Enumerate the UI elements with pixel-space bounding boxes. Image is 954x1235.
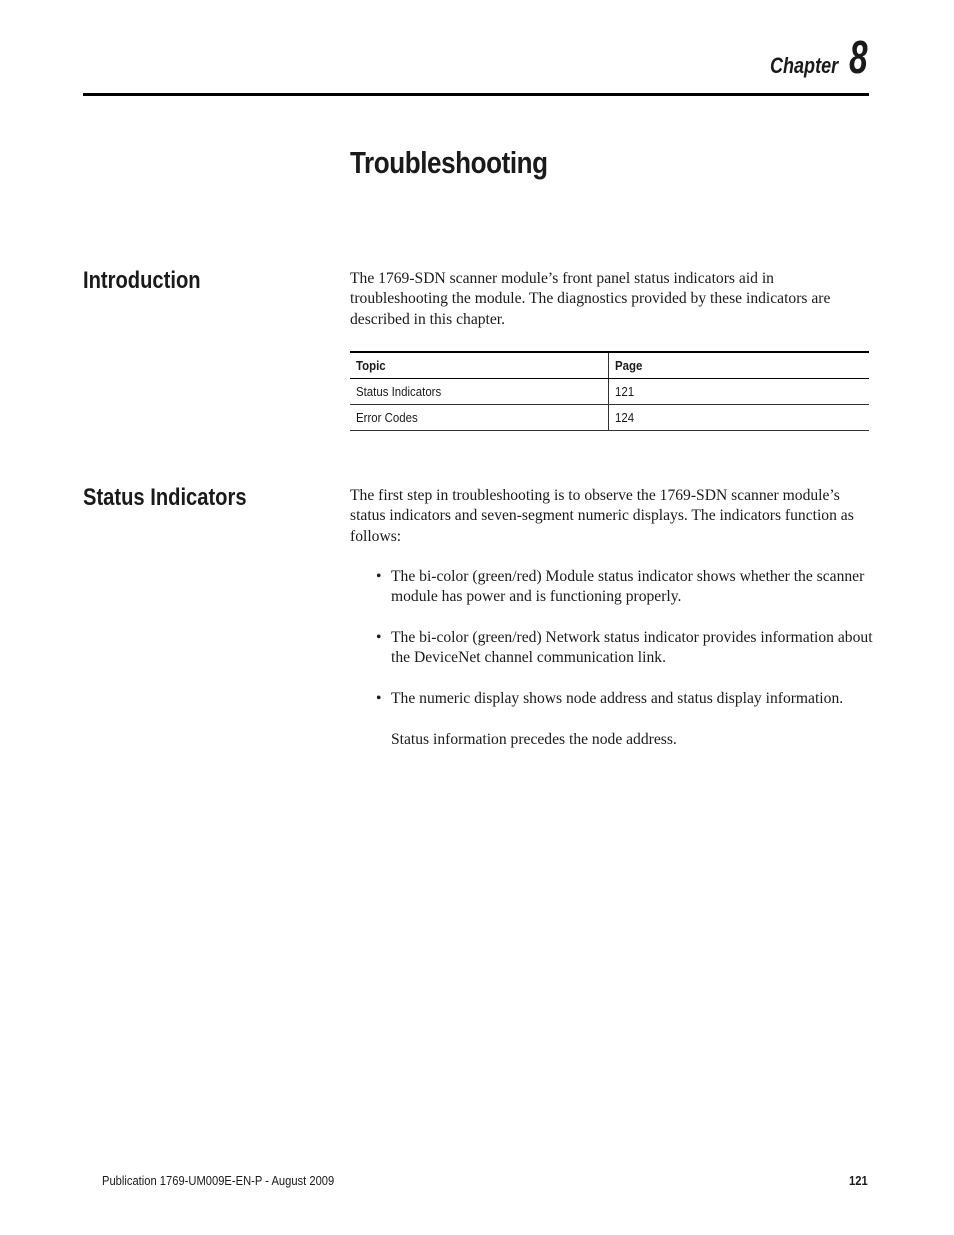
list-item: [376, 628, 876, 669]
footer-publication: Publication 1769-UM009E-EN-P - August 2009: [102, 1173, 335, 1188]
status-indicators-heading: Status Indicators: [83, 484, 247, 511]
table-header-page: Page: [609, 352, 870, 379]
bullet-text: The bi-color (green/red) Module status indicator shows whether the scanner module has power and is functioning properly.: [391, 568, 865, 606]
status-indicators-paragraph: The first step in troubleshooting is to observe the 1769-SDN scanner module’s status indicators and seven-segment numeric displays. The indicators function as follows:: [350, 487, 854, 545]
indicator-bullet-list: [376, 567, 876, 729]
table-header-topic: Topic: [350, 352, 609, 379]
bullet-text: The numeric display shows node address and status display information.: [391, 689, 844, 707]
chapter-label: Chapter: [770, 53, 839, 78]
list-item: [376, 567, 876, 608]
table-cell-topic: Status Indicators: [350, 379, 609, 405]
chapter-number: 8: [849, 31, 868, 83]
table-row: [350, 379, 869, 405]
bullet-text: The bi-color (green/red) Network status indicator provides information about the DeviceNet channel communication link.: [391, 628, 873, 667]
table-row: [350, 405, 869, 431]
table-cell-page: 121: [609, 379, 870, 405]
introduction-heading: Introduction: [83, 267, 201, 294]
table-cell-topic: Error Codes: [350, 405, 609, 431]
table-cell-page: 124: [609, 405, 870, 431]
list-item: [376, 689, 876, 709]
footer-page-number: 121: [849, 1173, 868, 1188]
page-title: Troubleshooting: [350, 145, 548, 180]
bullet-icon: •: [376, 628, 382, 646]
introduction-paragraph: The 1769-SDN scanner module’s front panel status indicators aid in troubleshooting the module. The diagnostics provided by these indicators are described in this chapter.: [350, 270, 831, 328]
table-header-row: [350, 352, 869, 379]
bullet-icon: •: [376, 568, 382, 585]
chapter-header: [755, 31, 868, 83]
bullet-icon: •: [376, 689, 382, 707]
topic-table: [350, 351, 869, 431]
chapter-divider: [83, 93, 869, 96]
status-note: Status information precedes the node address.: [391, 731, 677, 748]
